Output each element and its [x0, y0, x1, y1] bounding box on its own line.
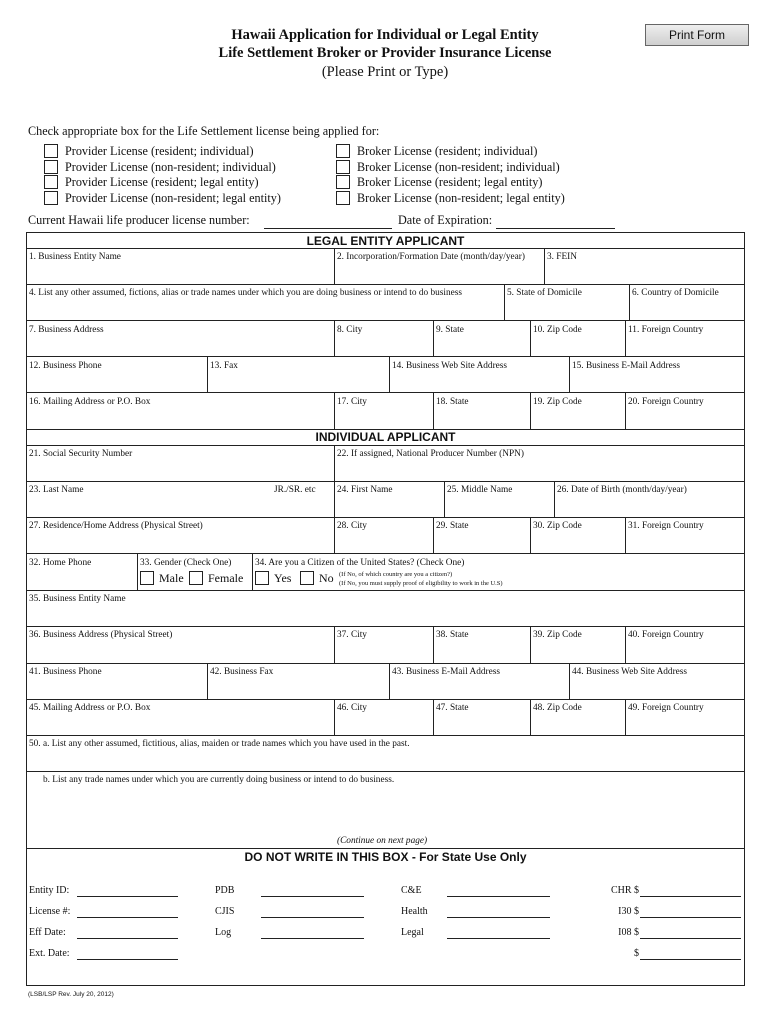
checkbox[interactable] [140, 571, 154, 585]
state-pdb-line [261, 896, 364, 897]
field-npn[interactable]: 22. If assigned, National Producer Number (NPN) [337, 449, 524, 459]
field-residence-city[interactable]: 28. City [337, 521, 367, 531]
revision-footer: (LSB/LSP Rev. July 20, 2012) [28, 991, 114, 998]
provider-option-2[interactable] [44, 160, 276, 175]
state-log-label: Log [215, 927, 232, 938]
field-past-names[interactable]: 50. a. List any other assumed, fictitious, alias, maiden or trade names which you have used in the past. [29, 739, 410, 749]
checkbox[interactable] [44, 144, 58, 158]
checkbox[interactable] [336, 144, 350, 158]
state-entity-id-label: Entity ID: [29, 885, 70, 896]
field-residence-zip[interactable]: 30. Zip Code [533, 521, 582, 531]
checkbox[interactable] [336, 160, 350, 174]
field-city[interactable]: 8. City [337, 325, 363, 335]
producer-license-label: Current Hawaii life producer license number: [28, 213, 250, 227]
option-label: Provider License (non-resident; legal entity) [65, 191, 281, 205]
gender-male-option[interactable] [140, 571, 184, 586]
field-individual-business-website[interactable]: 44. Business Web Site Address [572, 667, 688, 677]
state-i30-label: I30 $ [618, 906, 639, 917]
field-incorporation-date[interactable]: 2. Incorporation/Formation Date (month/day/year) [337, 252, 525, 262]
state-health-line [447, 917, 550, 918]
form-title-line1: Hawaii Application for Individual or Legal Entity [231, 27, 539, 43]
field-zip-code[interactable]: 10. Zip Code [533, 325, 582, 335]
state-pdb-label: PDB [215, 885, 235, 896]
field-business-website[interactable]: 14. Business Web Site Address [392, 361, 508, 371]
license-type-prompt: Check appropriate box for the Life Settlement license being applied for: [28, 124, 380, 138]
checkbox[interactable] [255, 571, 269, 585]
state-legal-label: Legal [401, 927, 424, 938]
option-label: Provider License (resident; legal entity) [65, 175, 259, 189]
expiration-input[interactable] [496, 228, 615, 229]
expiration-label: Date of Expiration: [398, 213, 493, 227]
field-individual-business-foreign-country[interactable]: 40. Foreign Country [628, 630, 704, 640]
state-entity-id-line [77, 896, 178, 897]
field-individual-mailing-zip[interactable]: 48. Zip Code [533, 703, 582, 713]
state-i08-label: I08 $ [618, 927, 639, 938]
checkbox[interactable] [300, 571, 314, 585]
checkbox[interactable] [189, 571, 203, 585]
state-ext-date-line [77, 959, 178, 960]
citizen-no-note-country: (If No, of which country are you a citizen?) [339, 571, 453, 578]
state-ce-line [447, 896, 550, 897]
field-date-of-birth[interactable]: 26. Date of Birth (month/day/year) [557, 485, 687, 495]
field-mailing-foreign-country[interactable]: 20. Foreign Country [628, 397, 704, 407]
application-form-grid [26, 232, 745, 986]
field-individual-business-city[interactable]: 37. City [337, 630, 367, 640]
state-i08-line [640, 938, 741, 939]
state-ext-date-label: Ext. Date: [29, 948, 70, 959]
option-label: Male [159, 571, 184, 585]
field-first-name[interactable]: 24. First Name [337, 485, 393, 495]
field-business-phone[interactable]: 12. Business Phone [29, 361, 102, 371]
field-residence-address[interactable]: 27. Residence/Home Address (Physical Street) [29, 521, 203, 531]
field-mailing-address[interactable]: 16. Mailing Address or P.O. Box [29, 397, 151, 407]
field-business-address[interactable]: 7. Business Address [29, 325, 104, 335]
state-cjis-line [261, 917, 364, 918]
state-log-line [261, 938, 364, 939]
option-label: Provider License (non-resident; individual) [65, 160, 276, 174]
option-label: Broker License (resident; individual) [357, 144, 538, 158]
field-individual-mailing-foreign-country[interactable]: 49. Foreign Country [628, 703, 704, 713]
option-label: Broker License (non-resident; individual) [357, 160, 560, 174]
field-individual-business-zip[interactable]: 39. Zip Code [533, 630, 582, 640]
citizen-no-option[interactable] [300, 571, 334, 586]
legal-entity-heading: LEGAL ENTITY APPLICANT [306, 234, 465, 248]
field-individual-business-phone[interactable]: 41. Business Phone [29, 667, 102, 677]
field-state-of-domicile[interactable]: 5. State of Domicile [507, 288, 582, 298]
provider-option-1[interactable] [44, 144, 254, 159]
field-business-entity-name[interactable]: 1. Business Entity Name [29, 252, 121, 262]
field-individual-mailing-city[interactable]: 46. City [337, 703, 367, 713]
state-eff-date-label: Eff Date: [29, 927, 66, 938]
provider-option-3[interactable] [44, 175, 259, 190]
state-license-label: License #: [29, 906, 71, 917]
field-individual-business-state[interactable]: 38. State [436, 630, 469, 640]
gender-female-option[interactable] [189, 571, 243, 586]
form-subtitle: (Please Print or Type) [321, 64, 449, 80]
option-label: Broker License (non-resident; legal entity) [357, 191, 565, 205]
field-middle-name[interactable]: 25. Middle Name [447, 485, 513, 495]
state-license-line [77, 917, 178, 918]
checkbox[interactable] [336, 191, 350, 205]
print-form-button[interactable]: Print Form [645, 24, 749, 46]
state-other-label: $ [634, 948, 639, 959]
checkbox[interactable] [44, 191, 58, 205]
field-suffix[interactable]: JR./SR. etc [274, 485, 316, 495]
field-business-email[interactable]: 15. Business E-Mail Address [572, 361, 680, 371]
citizen-no-note-proof: (If No, you must supply proof of eligibility to work in the U.S) [339, 580, 503, 587]
continue-note: (Continue on next page) [337, 836, 428, 846]
field-state[interactable]: 9. State [436, 325, 464, 335]
provider-option-4[interactable] [44, 191, 281, 206]
field-individual-mailing-state[interactable]: 47. State [436, 703, 469, 713]
field-home-phone[interactable]: 32. Home Phone [29, 558, 92, 568]
state-other-line [640, 959, 741, 960]
field-individual-business-email[interactable]: 43. Business E-Mail Address [392, 667, 500, 677]
state-ce-label: C&E [401, 885, 422, 896]
checkbox[interactable] [44, 175, 58, 189]
field-last-name[interactable]: 23. Last Name [29, 485, 84, 495]
state-cjis-label: CJIS [215, 906, 235, 917]
field-foreign-country[interactable]: 11. Foreign Country [628, 325, 704, 335]
checkbox[interactable] [44, 160, 58, 174]
field-citizenship: 34. Are you a Citizen of the United States? (Check One) [255, 558, 465, 568]
option-label: Broker License (resident; legal entity) [357, 175, 543, 189]
form-title-line2: Life Settlement Broker or Provider Insurance License [218, 45, 552, 61]
state-chr-label: CHR $ [610, 885, 639, 896]
broker-option-2[interactable] [336, 160, 560, 175]
option-label: Female [208, 571, 244, 585]
option-label: No [319, 571, 334, 585]
field-gender: 33. Gender (Check One) [140, 558, 232, 568]
field-trade-names[interactable]: 4. List any other assumed, fictions, alias or trade names under which you are doing business or intend to do business [29, 288, 462, 298]
field-individual-business-fax[interactable]: 42. Business Fax [210, 667, 274, 677]
individual-heading: INDIVIDUAL APPLICANT [315, 430, 456, 444]
state-eff-date-line [77, 938, 178, 939]
checkbox[interactable] [336, 175, 350, 189]
state-legal-line [447, 938, 550, 939]
option-label: Yes [274, 571, 292, 585]
field-country-of-domicile[interactable]: 6. Country of Domicile [632, 288, 719, 298]
field-individual-mailing-address[interactable]: 45. Mailing Address or P.O. Box [29, 703, 151, 713]
citizen-yes-option[interactable] [255, 571, 291, 586]
field-fein[interactable]: 3. FEIN [547, 252, 577, 262]
field-residence-foreign-country[interactable]: 31. Foreign Country [628, 521, 704, 531]
producer-license-input[interactable] [264, 228, 392, 229]
field-individual-business-address[interactable]: 36. Business Address (Physical Street) [29, 630, 173, 640]
field-mailing-zip[interactable]: 19. Zip Code [533, 397, 582, 407]
field-ssn[interactable]: 21. Social Security Number [29, 449, 133, 459]
state-i30-line [640, 917, 741, 918]
field-fax[interactable]: 13. Fax [210, 361, 238, 371]
broker-option-3[interactable] [336, 175, 542, 190]
field-residence-state[interactable]: 29. State [436, 521, 469, 531]
broker-option-4[interactable] [336, 191, 565, 206]
field-current-trade-names[interactable]: b. List any trade names under which you are currently doing business or intend to do business. [43, 775, 395, 785]
state-use-heading: DO NOT WRITE IN THIS BOX - For State Use Only [244, 850, 527, 864]
field-individual-business-entity-name[interactable]: 35. Business Entity Name [29, 594, 126, 604]
option-label: Provider License (resident; individual) [65, 144, 254, 158]
state-health-label: Health [401, 906, 428, 917]
field-mailing-state[interactable]: 18. State [436, 397, 469, 407]
state-chr-line [640, 896, 741, 897]
broker-option-1[interactable] [336, 144, 537, 159]
field-mailing-city[interactable]: 17. City [337, 397, 367, 407]
